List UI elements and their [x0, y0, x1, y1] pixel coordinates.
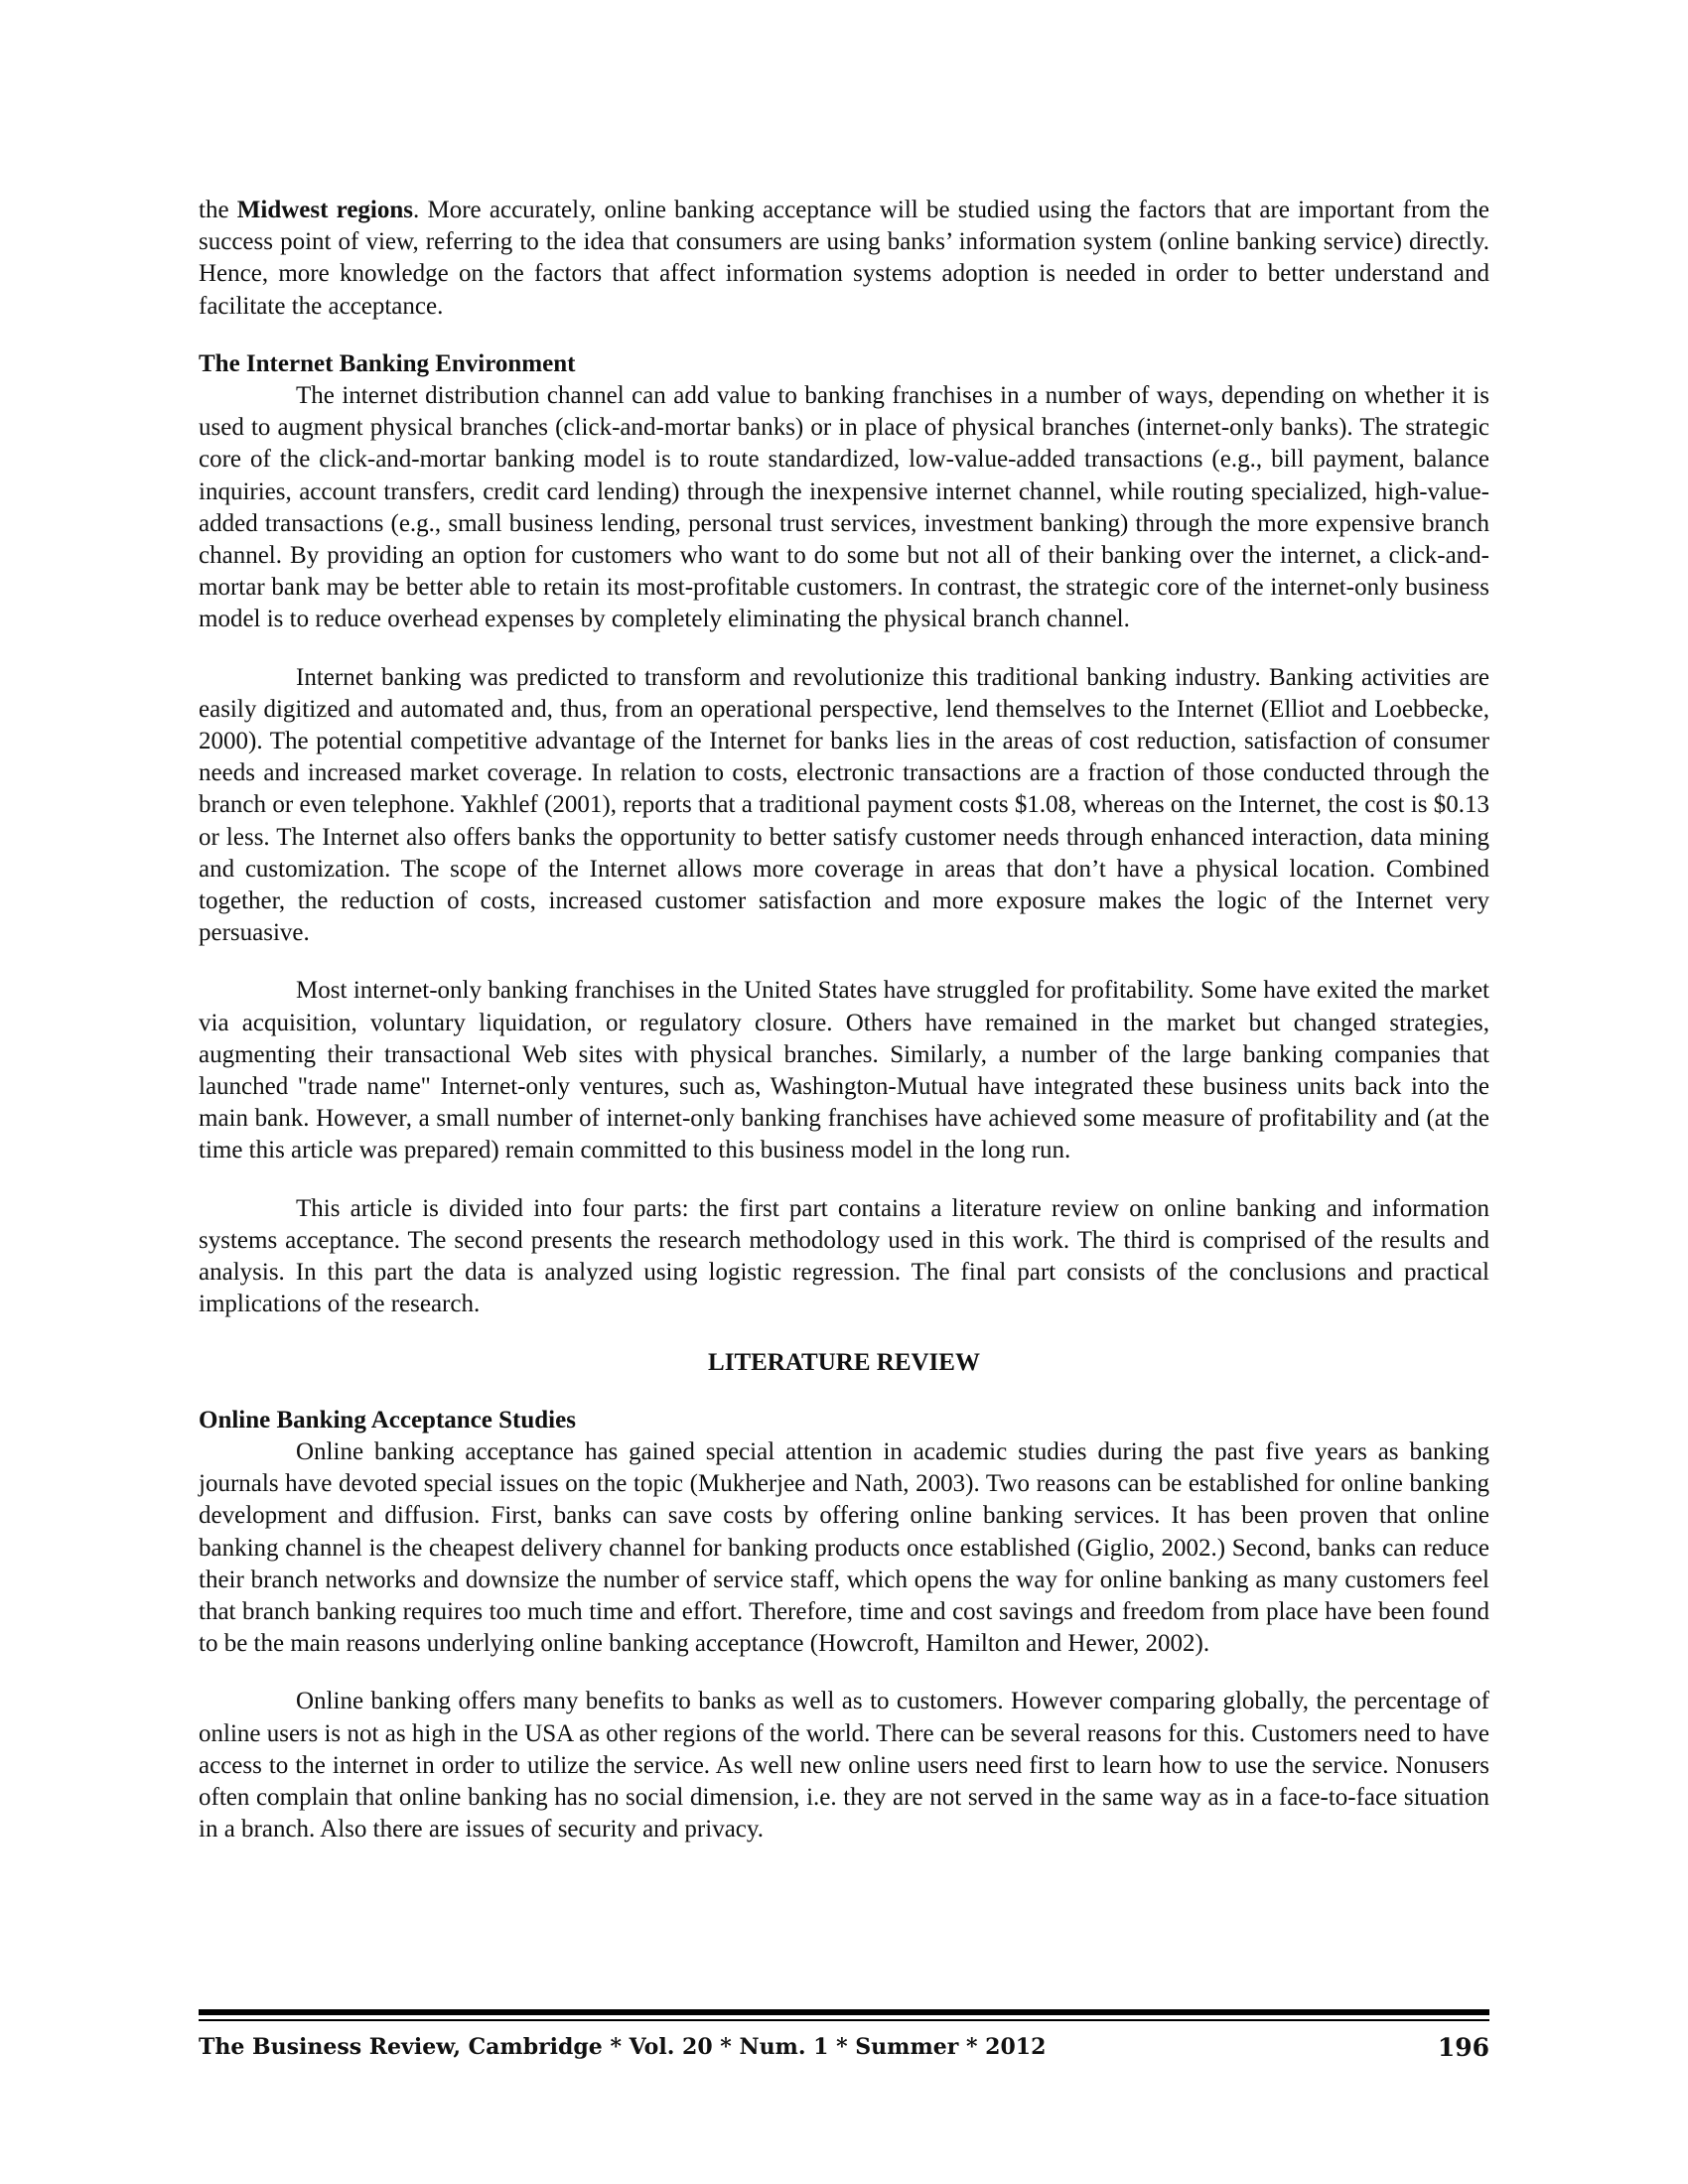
section-title: LITERATURE REVIEW: [708, 1348, 980, 1376]
intro-bold-phrase: Midwest regions: [236, 197, 414, 223]
intro-paragraph: [199, 195, 1489, 323]
page-footer: [199, 2027, 1489, 2067]
page-number: 196: [1437, 2032, 1489, 2062]
footer-rule-thin: [199, 2019, 1489, 2021]
page-body: [199, 195, 1489, 1845]
body-paragraph: Internet banking was predicted to transform and revolutionize this traditional banking industry. Banking activities are easily digitized and automated and, thus, from an operational perspective, lend themselves to the Internet (Elliot and Loebbecke, 2000). The potential competitive advantage of the Internet for banks lies in the areas of cost reduction, satisfaction of consumer needs and increased market coverage. In relation to costs, electronic transactions are a fraction of those conducted through the branch or even telephone. Yakhlef (2001), reports that a traditional payment costs $1.08, whereas on the Internet, the cost is $0.13 or less. The Internet also offers banks the opportunity to better satisfy customer needs through enhanced interaction, data mining and customization. The scope of the Internet allows more coverage in areas that don’t have a physical location. Combined together, the reduction of costs, increased customer satisfaction and more exposure makes the logic of the Internet very persuasive.: [199, 663, 1489, 947]
body-paragraph: Online banking offers many benefits to banks as well as to customers. However comparing globally, the percentage of online users is not as high in the USA as other regions of the world. There can be several reasons for this. Customers need to have access to the internet in order to utilize the service. As well new online users need first to learn how to use the service. Nonusers often complain that online banking has no social dimension, i.e. they are not served in the same way as in a face-to-face situation in a branch. Also there are issues of security and privacy.: [199, 1688, 1489, 1843]
body-paragraph: This article is divided into four parts: the first part contains a literature review on online banking and information systems acceptance. The second presents the research methodology used in this work. The third is comprised of the results and analysis. In this part the data is analyzed using logistic regression. The final part consists of the conclusions and practical implications of the research.: [199, 1194, 1489, 1318]
subsection-heading: Online Banking Acceptance Studies: [199, 1406, 576, 1433]
body-paragraph: Online banking acceptance has gained special attention in academic studies during the past five years as banking journals have devoted special issues on the topic (Mukherjee and Nath, 2003). Two reasons can be established for online banking development and diffusion. First, banks can save costs by offering online banking services. It has been proven that online banking channel is the cheapest delivery channel for banking products once established (Giglio, 2002.) Second, banks can reduce their branch networks and downsize the number of service staff, which opens the way for online banking as many customers feel that branch banking requires too much time and effort. Therefore, time and cost savings and freedom from place have been found to be the main reasons underlying online banking acceptance (Howcroft, Hamilton and Hewer, 2002).: [199, 1437, 1489, 1658]
journal-citation: The Business Review, Cambridge * Vol. 20 * Num. 1 * Summer * 2012: [199, 2034, 1047, 2060]
body-paragraph: The internet distribution channel can add value to banking franchises in a number of ways, depending on whether it is used to augment physical branches (click-and-mortar banks) or in place of physical branches (internet-only banks). The strategic core of the click-and-mortar banking model is to route standardized, low-value-added transactions (e.g., bill payment, balance inquiries, account transfers, credit card lending) through the inexpensive internet channel, while routing specialized, high-value-added transactions (e.g., small business lending, personal trust services, investment banking) through the more expensive branch channel. By providing an option for customers who want to do some but not all of their banking over the internet, a click-and-mortar bank may be better able to retain its most-profitable customers. In contrast, the strategic core of the internet-only business model is to reduce overhead expenses by completely eliminating the physical branch channel.: [199, 382, 1489, 633]
intro-lead-word: the: [199, 197, 229, 223]
section-internet-banking-environment: [199, 348, 1489, 1321]
section-heading: The Internet Banking Environment: [199, 349, 576, 377]
section-literature-review: [199, 1347, 1489, 1846]
footer-rule-thick: [199, 2009, 1489, 2015]
body-paragraph: Most internet-only banking franchises in the United States have struggled for profitability. Some have exited the market via acquisition, voluntary liquidation, or regulatory closure. Others have remained in the market but changed strategies, augmenting their transactional Web sites with physical branches. Similarly, a number of the large banking companies that launched "trade name" Internet-only ventures, such as, Washington-Mutual have integrated these business units back into the main bank. However, a small number of internet-only banking franchises have achieved some measure of profitability and (at the time this article was prepared) remain committed to this business model in the long run.: [199, 977, 1489, 1164]
intro-text: . More accurately, online banking acceptance will be studied using the factors that are important from the success point of view, referring to the idea that consumers are using banks’ information system (online banking service) directly. Hence, more knowledge on the factors that affect information systems adoption is needed in order to better understand and facilitate the acceptance.: [199, 197, 1489, 320]
